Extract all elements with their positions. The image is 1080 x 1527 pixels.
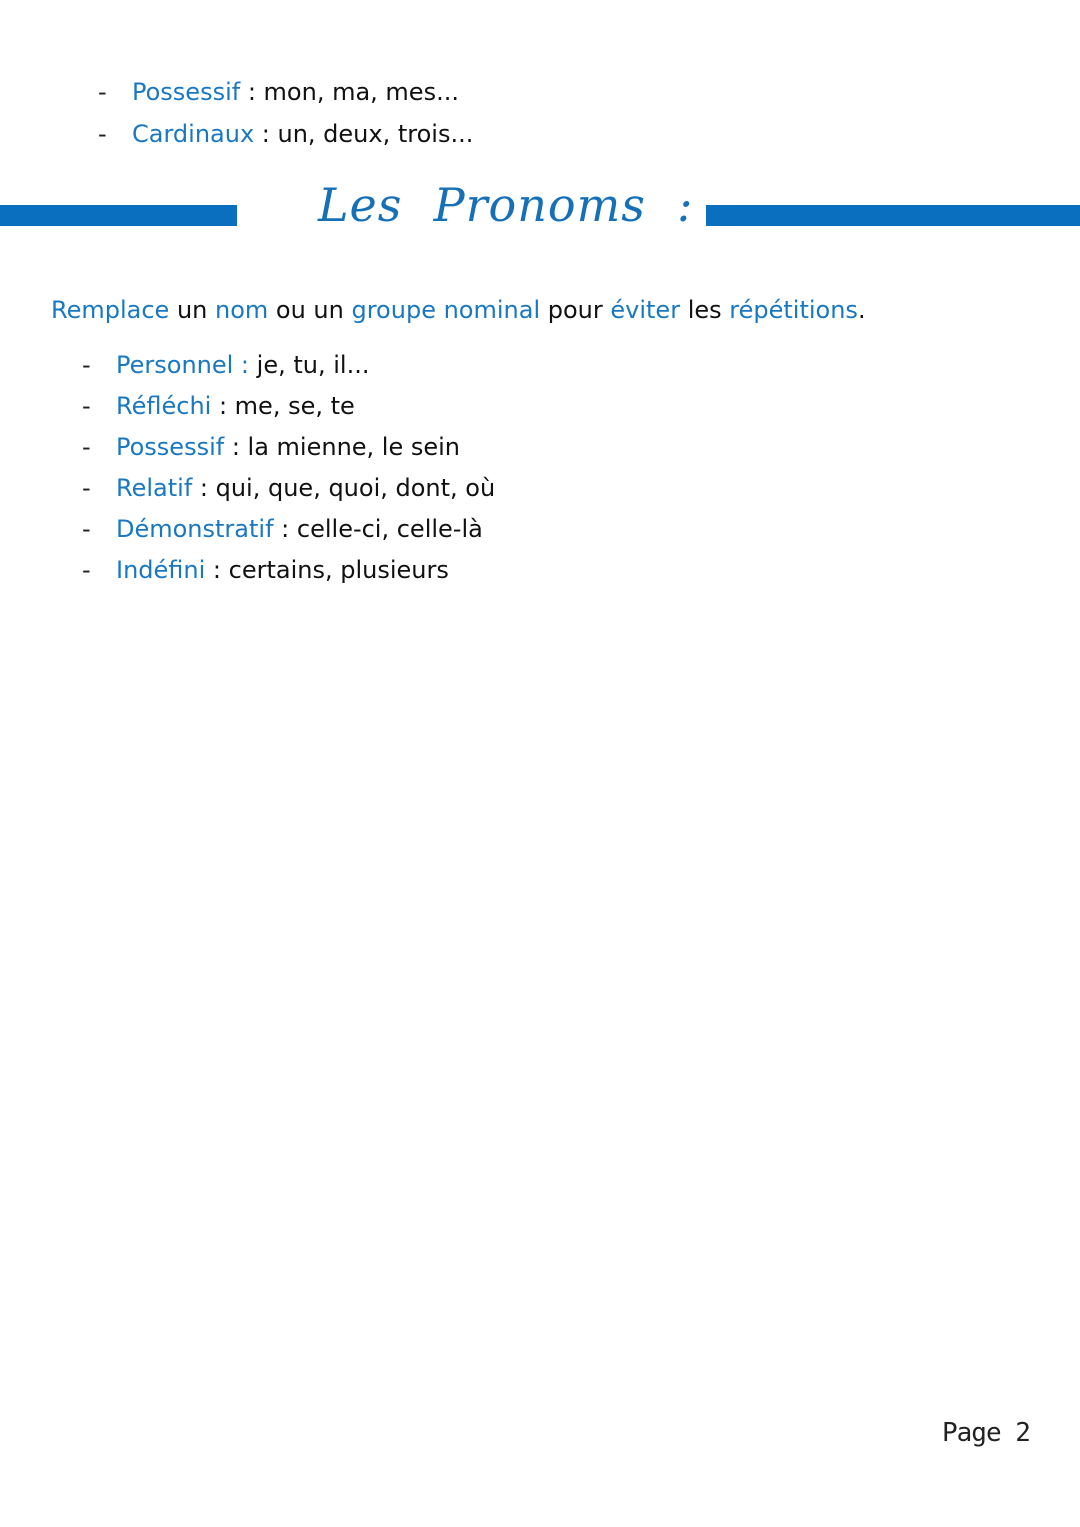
term: Possessif — [116, 433, 225, 461]
examples: je, tu, il... — [256, 351, 370, 379]
examples: un, deux, trois... — [277, 120, 474, 148]
examples: qui, que, quoi, dont, où — [215, 474, 496, 502]
bullet-dash: - — [82, 433, 91, 461]
term: Démonstratif — [116, 515, 274, 543]
bullet-dash: - — [98, 78, 107, 106]
heading-rule-left — [0, 205, 237, 226]
term: Indéfini — [116, 556, 206, 584]
section-intro: Remplace un nom ou un groupe nominal pour éviter les répétitions. — [51, 296, 866, 324]
examples: mon, ma, mes... — [263, 78, 459, 106]
examples: celle-ci, celle-là — [296, 515, 483, 543]
term: Réfléchi — [116, 392, 212, 420]
heading-rule-right — [706, 205, 1080, 226]
examples: certains, plusieurs — [228, 556, 449, 584]
term: Personnel : — [116, 351, 250, 379]
page-number: Page 2 — [942, 1418, 1030, 1448]
term: Possessif — [132, 78, 241, 106]
bullet-dash: - — [82, 351, 91, 379]
bullet-dash: - — [82, 556, 91, 584]
examples: la mienne, le sein — [247, 433, 461, 461]
section-title: Les Pronoms : — [318, 178, 694, 232]
bullet-dash: - — [82, 515, 91, 543]
bullet-dash: - — [98, 120, 107, 148]
examples: me, se, te — [234, 392, 355, 420]
term: Cardinaux — [132, 120, 255, 148]
bullet-dash: - — [82, 392, 91, 420]
term: Relatif — [116, 474, 193, 502]
bullet-dash: - — [82, 474, 91, 502]
